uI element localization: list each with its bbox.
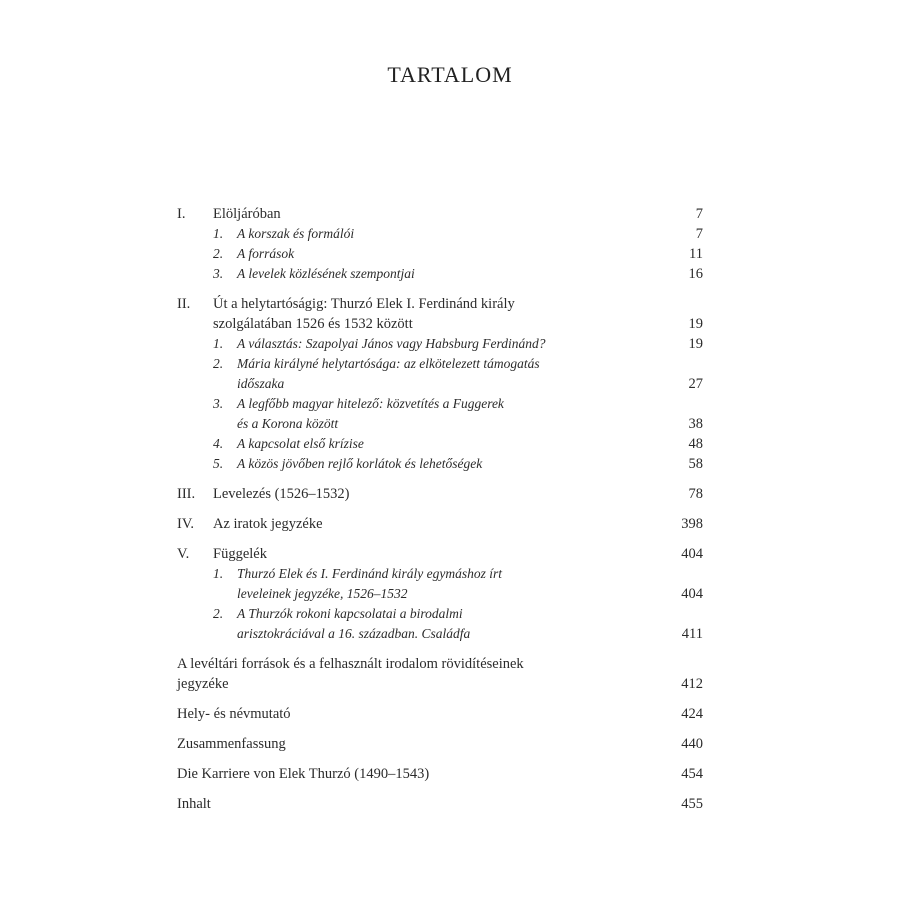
toc-entry-title: Függelék	[213, 546, 267, 562]
toc-subentry-title-line1: Mária királyné helytartósága: az elkötelezett támogatás	[237, 356, 540, 371]
toc-entry-page: 398	[681, 516, 703, 532]
toc-entry	[177, 514, 703, 534]
toc-entry-title: Inhalt	[177, 796, 211, 812]
toc-subentry-number: 2.	[213, 356, 224, 371]
toc-entry	[177, 654, 703, 674]
toc-subentry-continued	[177, 374, 703, 394]
toc-subentry-title-line2: és a Korona között	[237, 416, 339, 431]
toc-subentry-continued	[177, 414, 703, 434]
toc-subentry-page: 7	[695, 226, 703, 242]
toc-subentry	[177, 264, 703, 284]
toc-subentry-title: A választás: Szapolyai János vagy Habsburg Ferdinánd?	[237, 336, 546, 351]
toc-entry-page: 455	[681, 796, 703, 812]
toc-entry	[177, 204, 703, 224]
toc-entry-title: Az iratok jegyzéke	[213, 516, 323, 532]
toc-entry-page: 78	[688, 486, 703, 502]
toc-subentry	[177, 564, 703, 584]
toc-subentry	[177, 434, 703, 454]
toc-subentry-page: 411	[681, 626, 703, 642]
toc-subentry-title-line1: A Thurzók rokoni kapcsolatai a birodalmi	[237, 606, 463, 621]
toc-subentry-title: A közös jövőben rejlő korlátok és lehetőségek	[237, 456, 483, 471]
toc-subentry-page: 19	[688, 336, 703, 352]
toc-entry-continued	[177, 674, 703, 694]
toc-subentry	[177, 394, 703, 414]
toc-entry	[177, 704, 703, 724]
toc-subentry-title: A kapcsolat első krízise	[237, 436, 364, 451]
toc-entry	[177, 764, 703, 784]
toc-subentry-page: 27	[688, 376, 703, 392]
toc-entry-title-line1: A levéltári források és a felhasznált irodalom rövidítéseinek	[177, 656, 524, 672]
toc-subentry-title: A levelek közlésének szempontjai	[237, 266, 415, 281]
toc-subentry-title-line2: arisztokráciával a 16. században. Családfa	[237, 626, 471, 641]
toc-entry-page: 412	[681, 676, 703, 692]
toc-entry-number: III.	[177, 486, 196, 502]
toc-entry-number: II.	[177, 296, 191, 312]
toc-subentry-number: 1.	[213, 336, 224, 351]
toc-entry-page: 454	[681, 766, 703, 782]
toc-entry-page: 7	[695, 206, 703, 222]
toc-subentry-continued	[177, 624, 703, 644]
toc-entry-number: V.	[177, 546, 190, 562]
toc-entry-page: 440	[681, 736, 703, 752]
toc-subentry-number: 5.	[213, 456, 224, 471]
toc-subentry-number: 2.	[213, 246, 224, 261]
toc-entry-number: IV.	[177, 516, 195, 532]
toc-subentry-page: 16	[688, 266, 703, 282]
toc-subentry-number: 4.	[213, 436, 224, 451]
toc-subentry-number: 1.	[213, 226, 224, 241]
toc-subentry-number: 3.	[213, 396, 224, 411]
toc-entry-continued	[177, 314, 703, 334]
toc-subentry	[177, 334, 703, 354]
toc-entry-page: 424	[681, 706, 703, 722]
toc-subentry	[177, 454, 703, 474]
toc-subentry-title-line2: leveleinek jegyzéke, 1526–1532	[237, 586, 408, 601]
toc-subentry-continued	[177, 584, 703, 604]
toc-entry	[177, 794, 703, 814]
toc-entry-title: Zusammenfassung	[177, 736, 286, 752]
toc-entry-title: Elöljáróban	[213, 206, 281, 222]
toc-subentry	[177, 604, 703, 624]
toc-subentry-title: A források	[237, 246, 295, 261]
toc-subentry-page: 58	[688, 456, 703, 472]
page-title: TARTALOM	[387, 62, 513, 87]
toc-subentry-number: 1.	[213, 566, 224, 581]
toc-entry	[177, 544, 703, 564]
toc-entry	[177, 294, 703, 314]
toc-subentry-number: 3.	[213, 266, 224, 281]
toc-entry-page: 404	[681, 546, 703, 562]
toc-subentry-title: A korszak és formálói	[237, 226, 355, 241]
toc-entry-page: 19	[688, 316, 703, 332]
toc-subentry-page: 404	[681, 586, 703, 602]
toc-subentry	[177, 224, 703, 244]
toc-subentry-title-line1: Thurzó Elek és I. Ferdinánd király egymáshoz írt	[237, 566, 502, 581]
toc-entry-title: Die Karriere von Elek Thurzó (1490–1543)	[177, 766, 430, 782]
table-of-contents	[177, 204, 703, 814]
toc-subentry-page: 38	[688, 416, 703, 432]
toc-entry-title: Levelezés (1526–1532)	[213, 486, 350, 502]
toc-subentry	[177, 354, 703, 374]
toc-subentry-page: 11	[689, 246, 703, 262]
toc-subentry-page: 48	[688, 436, 703, 452]
toc-entry-title: Hely- és névmutató	[177, 706, 291, 722]
toc-subentry-title-line2: időszaka	[237, 376, 285, 391]
toc-subentry-title-line1: A legfőbb magyar hitelező: közvetítés a Fuggerek	[237, 396, 504, 411]
toc-entry-title-line2: szolgálatában 1526 és 1532 között	[213, 316, 413, 332]
toc-subentry-number: 2.	[213, 606, 224, 621]
toc-subentry	[177, 244, 703, 264]
toc-entry-title-line2: jegyzéke	[177, 676, 229, 692]
toc-entry	[177, 734, 703, 754]
toc-entry-title-line1: Út a helytartóságig: Thurzó Elek I. Ferdinánd király	[213, 296, 515, 312]
toc-entry	[177, 484, 703, 504]
toc-entry-number: I.	[177, 206, 186, 222]
